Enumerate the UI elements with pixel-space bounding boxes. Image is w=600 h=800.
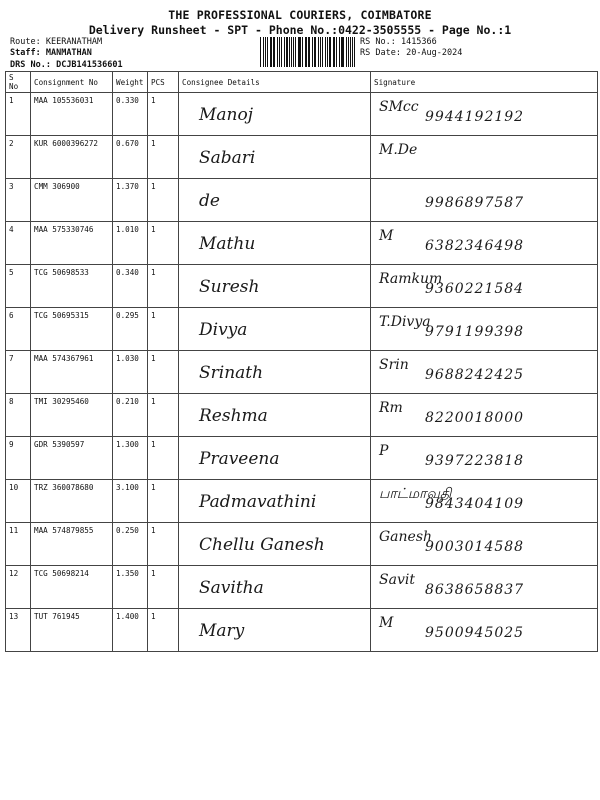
cell-weight: 0.340 [113, 265, 148, 308]
cell-pcs: 1 [148, 523, 179, 566]
cell-sno: 3 [6, 179, 31, 222]
cell-signature [371, 222, 598, 265]
cell-pcs: 1 [148, 93, 179, 136]
barcode-bar [289, 37, 290, 67]
cell-pcs: 1 [148, 308, 179, 351]
handwritten-phone: 9500945025 [425, 625, 525, 641]
handwritten-signature: Ganesh [379, 529, 433, 545]
barcode-bar [354, 37, 355, 67]
consignee-handwritten-name: Praveena [199, 449, 280, 469]
barcode-bar [336, 37, 337, 67]
cell-sno: 13 [6, 609, 31, 652]
cell-weight: 0.295 [113, 308, 148, 351]
col-details-header: Consignee Details [179, 72, 371, 93]
cell-weight: 1.350 [113, 566, 148, 609]
barcode-bar [291, 37, 292, 67]
cell-signature [371, 351, 598, 394]
cell-pcs: 1 [148, 351, 179, 394]
route-label: Route: [10, 37, 41, 47]
rs-date-value: 20-Aug-2024 [406, 48, 463, 58]
barcode-bar [334, 37, 335, 67]
barcode-bar [318, 37, 319, 67]
handwritten-signature: SMcc [379, 99, 419, 115]
rs-no-line [360, 37, 437, 47]
handwritten-signature: T.Divya [379, 314, 431, 330]
barcode-bar [281, 37, 282, 67]
handwritten-signature: Rm [379, 400, 403, 416]
handwritten-signature: M.De [379, 142, 418, 158]
table-row [6, 566, 598, 609]
barcode-bar [277, 37, 278, 67]
cell-consignee-details [179, 609, 371, 652]
barcode-bar [263, 37, 264, 67]
cell-signature [371, 394, 598, 437]
staff-label: Staff: [10, 48, 41, 58]
cell-consignee-details [179, 308, 371, 351]
runsheet-table [5, 71, 598, 652]
barcode-bar [267, 37, 268, 67]
barcode-bar [298, 37, 299, 67]
col-pcs-header: PCS [148, 72, 179, 93]
cell-signature [371, 566, 598, 609]
consignee-handwritten-name: Divya [199, 320, 248, 340]
col-consignment-header: Consignment No [31, 72, 113, 93]
drs-line [10, 60, 123, 70]
cell-consignment: GDR 5390597 [31, 437, 113, 480]
table-row [6, 265, 598, 308]
handwritten-signature: Srin [379, 357, 409, 373]
handwritten-phone: 9688242425 [425, 367, 525, 383]
table-row [6, 394, 598, 437]
cell-sno: 4 [6, 222, 31, 265]
cell-pcs: 1 [148, 609, 179, 652]
table-row [6, 308, 598, 351]
handwritten-signature: Ramkum [379, 271, 443, 287]
barcode-bar [305, 37, 306, 67]
cell-sno: 6 [6, 308, 31, 351]
cell-weight: 0.670 [113, 136, 148, 179]
barcode-bar [274, 37, 275, 67]
cell-weight: 0.210 [113, 394, 148, 437]
cell-signature [371, 308, 598, 351]
cell-consignment: MAA 574367961 [31, 351, 113, 394]
handwritten-signature: M [379, 615, 394, 631]
route-value: KEERANATHAM [45, 37, 103, 47]
barcode-bar [314, 37, 315, 67]
cell-consignment: TUT 761945 [31, 609, 113, 652]
staff-line [10, 48, 92, 58]
rs-no-label: RS No.: [360, 37, 396, 47]
cell-pcs: 1 [148, 265, 179, 308]
handwritten-signature: P [379, 443, 389, 459]
drs-value: DCJB141536601 [56, 60, 123, 70]
cell-weight: 3.100 [113, 480, 148, 523]
consignee-handwritten-name: Savitha [199, 578, 264, 598]
handwritten-phone: 6382346498 [425, 238, 525, 254]
cell-pcs: 1 [148, 566, 179, 609]
consignee-handwritten-name: Chellu Ganesh [199, 535, 325, 555]
rs-no-value: 1415366 [400, 37, 437, 47]
barcode-bar [295, 37, 296, 67]
cell-consignment: MAA 575330746 [31, 222, 113, 265]
handwritten-signature: Savit [379, 572, 415, 588]
cell-sno: 7 [6, 351, 31, 394]
handwritten-phone: 9003014588 [425, 539, 525, 555]
cell-sno: 5 [6, 265, 31, 308]
barcode-bar [315, 37, 316, 67]
cell-consignee-details [179, 523, 371, 566]
cell-sno: 9 [6, 437, 31, 480]
cell-consignee-details [179, 566, 371, 609]
cell-pcs: 1 [148, 394, 179, 437]
barcode-bar [346, 37, 347, 67]
table-row [6, 351, 598, 394]
cell-signature [371, 609, 598, 652]
col-weight-header: Weight [113, 72, 148, 93]
cell-pcs: 1 [148, 179, 179, 222]
barcode [260, 37, 356, 67]
barcode-bar [352, 37, 353, 67]
cell-consignment: MAA 574879855 [31, 523, 113, 566]
table-row [6, 93, 598, 136]
handwritten-phone: 9944192192 [425, 109, 525, 125]
cell-consignment: CMM 306900 [31, 179, 113, 222]
handwritten-signature: பாட்மாவதி [379, 486, 452, 502]
cell-consignee-details [179, 394, 371, 437]
cell-weight: 1.030 [113, 351, 148, 394]
consignee-handwritten-name: Padmavathini [199, 492, 317, 512]
consignee-handwritten-name: Mathu [199, 234, 256, 254]
barcode-bar [320, 37, 321, 67]
cell-consignment: TCG 50698533 [31, 265, 113, 308]
barcode-bar [260, 37, 261, 67]
document-title: THE PROFESSIONAL COURIERS, COIMBATORE [168, 8, 432, 22]
cell-signature [371, 179, 598, 222]
table-row [6, 437, 598, 480]
document-subtitle: Delivery Runsheet - SPT - Phone No.:0422-3505555 - Page No.:1 [88, 23, 512, 37]
handwritten-phone: 8220018000 [425, 410, 525, 426]
consignee-handwritten-name: Suresh [199, 277, 260, 297]
cell-weight: 1.010 [113, 222, 148, 265]
barcode-bar [342, 37, 343, 67]
handwritten-phone: 9397223818 [425, 453, 525, 469]
cell-pcs: 1 [148, 222, 179, 265]
barcode-bar [299, 37, 300, 67]
cell-consignee-details [179, 351, 371, 394]
barcode-bar [302, 37, 303, 67]
handwritten-phone: 9360221584 [425, 281, 525, 297]
cell-consignee-details [179, 437, 371, 480]
cell-sno: 2 [6, 136, 31, 179]
cell-consignee-details [179, 265, 371, 308]
cell-sno: 11 [6, 523, 31, 566]
barcode-bar [327, 37, 328, 67]
barcode-bar [333, 37, 334, 67]
barcode-bar [273, 37, 274, 67]
cell-signature [371, 136, 598, 179]
cell-consignment: KUR 6000396272 [31, 136, 113, 179]
col-signature-header: Signature [371, 72, 598, 93]
table-row [6, 609, 598, 652]
barcode-bar [322, 37, 323, 67]
consignee-handwritten-name: Mary [199, 621, 245, 641]
cell-consignment: TMI 30295460 [31, 394, 113, 437]
table-row [6, 523, 598, 566]
handwritten-phone: 8638658837 [425, 582, 525, 598]
cell-consignee-details [179, 136, 371, 179]
cell-weight: 0.330 [113, 93, 148, 136]
handwritten-phone: 9791199398 [425, 324, 525, 340]
handwritten-signature: M [379, 228, 394, 244]
cell-consignee-details [179, 93, 371, 136]
consignee-handwritten-name: Sabari [199, 148, 256, 168]
drs-label: DRS No.: [10, 60, 51, 70]
cell-pcs: 1 [148, 480, 179, 523]
cell-pcs: 1 [148, 437, 179, 480]
table-header-row [6, 72, 598, 93]
cell-weight: 1.370 [113, 179, 148, 222]
col-sno-header: S No [6, 72, 31, 93]
barcode-bar [325, 37, 326, 67]
barcode-bar [286, 37, 288, 67]
cell-weight: 1.400 [113, 609, 148, 652]
barcode-bar [308, 37, 310, 67]
cell-pcs: 1 [148, 136, 179, 179]
cell-consignment: MAA 105536031 [31, 93, 113, 136]
barcode-bar [312, 37, 313, 67]
cell-sno: 8 [6, 394, 31, 437]
barcode-bar [279, 37, 280, 67]
barcode-bar [265, 37, 266, 67]
handwritten-phone: 9843404109 [425, 496, 525, 512]
handwritten-phone: 9986897587 [425, 195, 525, 211]
consignee-handwritten-name: Manoj [199, 105, 253, 125]
cell-consignee-details [179, 222, 371, 265]
consignee-handwritten-name: de [199, 191, 220, 211]
cell-signature [371, 93, 598, 136]
rs-date-label: RS Date: [360, 48, 401, 58]
cell-signature [371, 480, 598, 523]
consignee-handwritten-name: Reshma [199, 406, 268, 426]
cell-sno: 12 [6, 566, 31, 609]
cell-sno: 10 [6, 480, 31, 523]
barcode-bar [339, 37, 340, 67]
table-row [6, 179, 598, 222]
cell-weight: 1.300 [113, 437, 148, 480]
barcode-bar [270, 37, 272, 67]
table-row [6, 136, 598, 179]
cell-sno: 1 [6, 93, 31, 136]
cell-consignee-details [179, 480, 371, 523]
table-row [6, 222, 598, 265]
cell-consignment: TRZ 360078680 [31, 480, 113, 523]
table-row [6, 480, 598, 523]
barcode-bar [348, 37, 349, 67]
route-line [10, 37, 102, 47]
staff-value: MANMATHAN [45, 48, 92, 58]
cell-consignee-details [179, 179, 371, 222]
barcode-bar [293, 37, 294, 67]
rs-date-line [360, 48, 462, 58]
barcode-bar [329, 37, 331, 67]
barcode-bar [306, 37, 307, 67]
consignee-handwritten-name: Srinath [199, 363, 264, 383]
cell-signature [371, 265, 598, 308]
cell-signature [371, 437, 598, 480]
barcode-bar [284, 37, 285, 67]
cell-signature [371, 523, 598, 566]
cell-weight: 0.250 [113, 523, 148, 566]
cell-consignment: TCG 50698214 [31, 566, 113, 609]
barcode-bar [350, 37, 351, 67]
cell-consignment: TCG 50695315 [31, 308, 113, 351]
barcode-bar [341, 37, 342, 67]
